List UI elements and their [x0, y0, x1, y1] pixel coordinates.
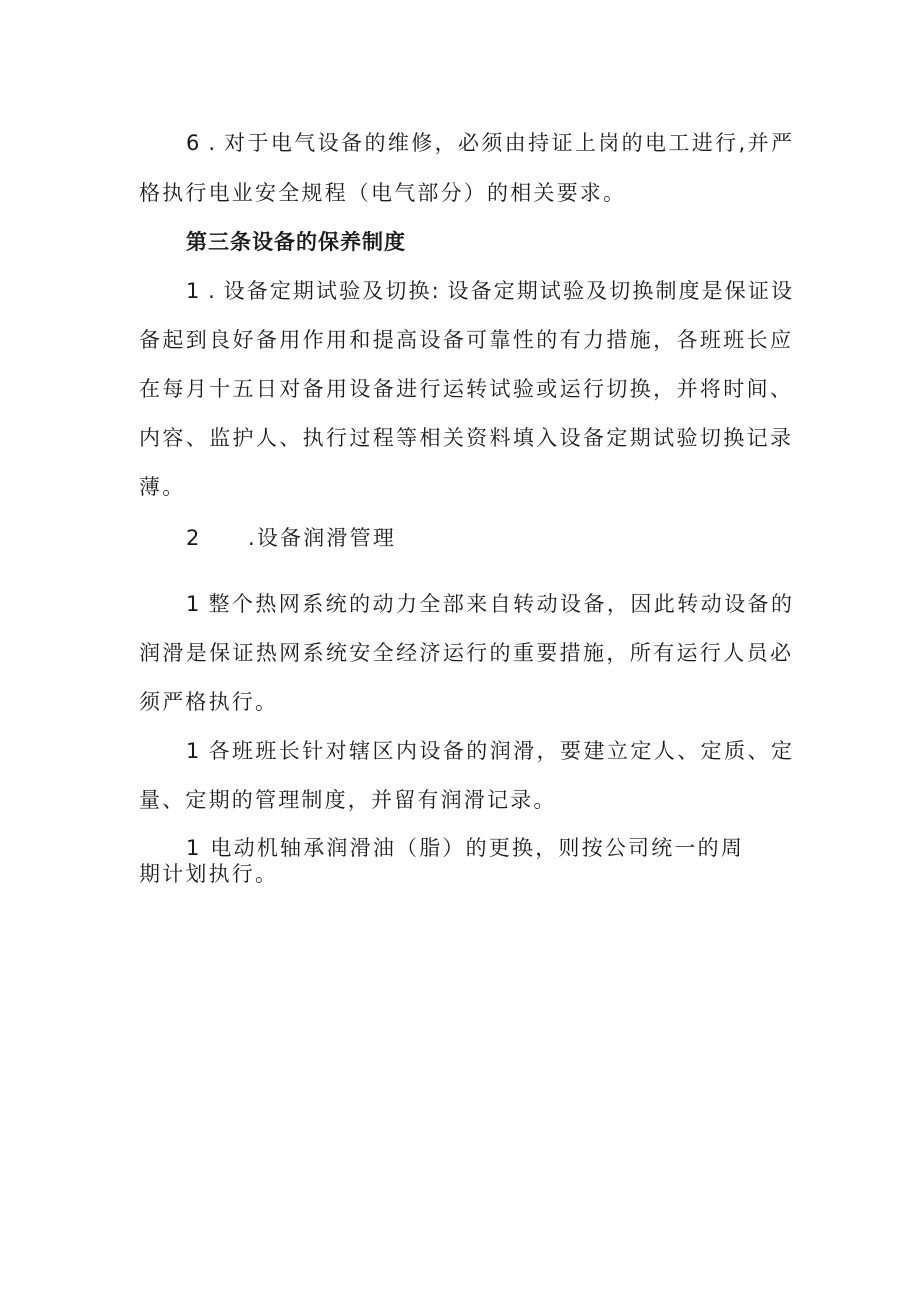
- paragraph-line: 内容、监护人、执行过程等相关资料填入设备定期试验切换记录: [139, 426, 791, 450]
- paragraph-line: 润滑是保证热网系统安全经济运行的重要措施，所有运行人员必: [139, 641, 791, 665]
- paragraph-line: 期计划执行。: [139, 862, 279, 886]
- paragraph-line: 薄。: [139, 475, 186, 499]
- paragraph-line: 1 电动机轴承润滑油（脂）的更换，则按公司统一的周: [186, 836, 745, 860]
- paragraph-line: 6 . 对于电气设备的维修，必须由持证上岗的电工进行,并严: [186, 131, 792, 155]
- section-heading: 第三条设备的保养制度: [186, 230, 406, 254]
- paragraph-line: 须严格执行。: [139, 690, 279, 714]
- paragraph-line: 格执行电业安全规程（电气部分）的相关要求。: [139, 181, 627, 205]
- subsection-heading: 2 .设备润滑管理: [186, 526, 397, 550]
- paragraph-line: 1 整个热网系统的动力全部来自转动设备，因此转动设备的: [186, 592, 792, 616]
- paragraph-line: 1 . 设备定期试验及切换: 设备定期试验及切换制度是保证设: [186, 279, 792, 303]
- paragraph-line: 备起到良好备用作用和提高设备可靠性的有力措施，各班班长应: [139, 328, 791, 352]
- paragraph-line: 在每月十五日对备用设备进行运转试验或运行切换，并将时间、: [139, 377, 791, 401]
- paragraph-line: 量、定期的管理制度，并留有润滑记录。: [139, 788, 557, 812]
- paragraph-line: 1 各班班长针对辖区内设备的润滑，要建立定人、定质、定: [186, 739, 792, 763]
